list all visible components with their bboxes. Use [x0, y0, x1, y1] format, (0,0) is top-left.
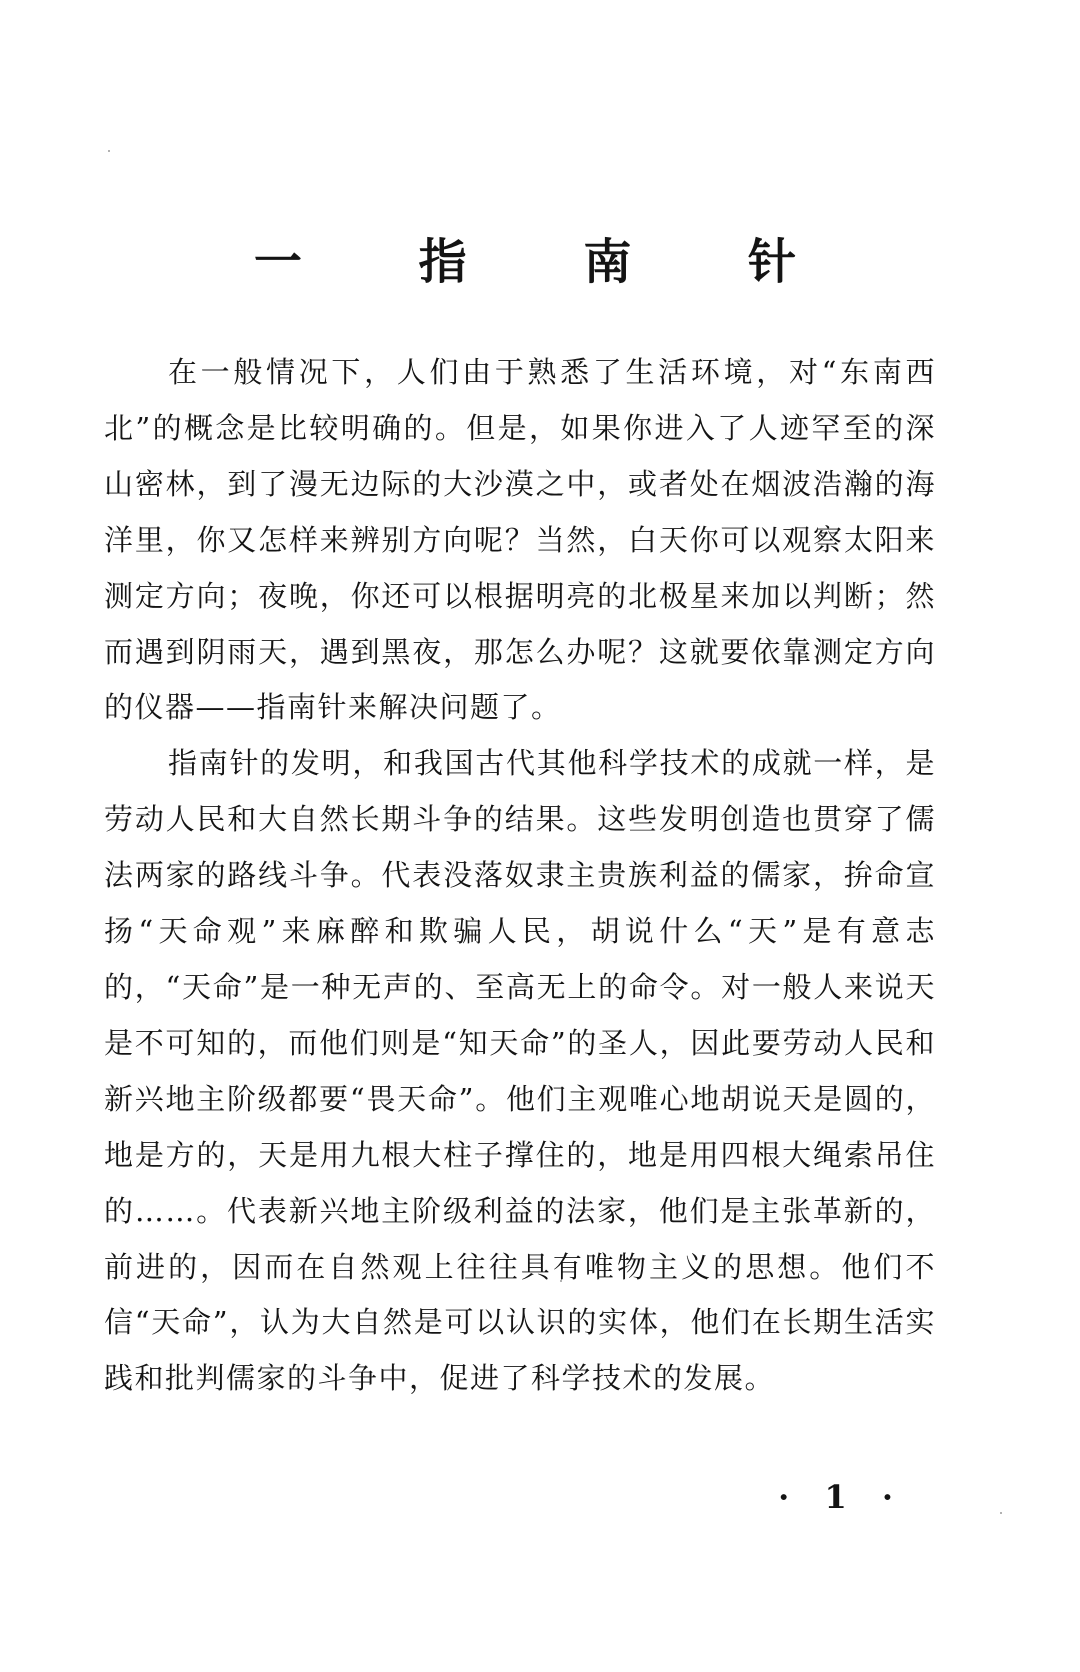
chapter-title: 一 指 南 针	[253, 234, 827, 290]
scan-speck	[1000, 1512, 1002, 1514]
paragraph: 在一般情况下，人们由于熟悉了生活环境，对“东南西北”的概念是比较明确的。但是，如果你进入了人迹罕至的深山密林，到了漫无边际的大沙漠之中，或者处在烟波浩瀚的海洋里，你又怎样来辨别方向呢？当然，白天你可以观察太阳来测定方向；夜晚，你还可以根据明亮的北极星来加以判断；然而遇到阴雨天，遇到黑夜，那怎么办呢？这就要依靠测定方向的仪器——指南针来解决问题了。	[104, 355, 936, 725]
page-number: · 1 ·	[778, 1478, 905, 1516]
body-text	[104, 345, 936, 1407]
paragraph: 指南针的发明，和我国古代其他科学技术的成就一样，是劳动人民和大自然长期斗争的结果。这些发明创造也贯穿了儒法两家的路线斗争。代表没落奴隶主贵族利益的儒家，拚命宣扬“天命观”来麻醉和欺骗人民，胡说什么“天”是有意志的，“天命”是一种无声的、至高无上的命令。对一般人来说天是不可知的，而他们则是“知天命”的圣人，因此要劳动人民和新兴地主阶级都要“畏天命”。他们主观唯心地胡说天是圆的，地是方的，天是用九根大柱子撑住的，地是用四根大绳索吊住的……。代表新兴地主阶级利益的法家，他们是主张革新的，前进的，因而在自然观上往往具有唯物主义的思想。他们不信“天命”，认为大自然是可以认识的实体，他们在长期生活实践和批判儒家的斗争中，促进了科学技术的发展。	[104, 746, 936, 1396]
scan-speck	[108, 150, 110, 152]
